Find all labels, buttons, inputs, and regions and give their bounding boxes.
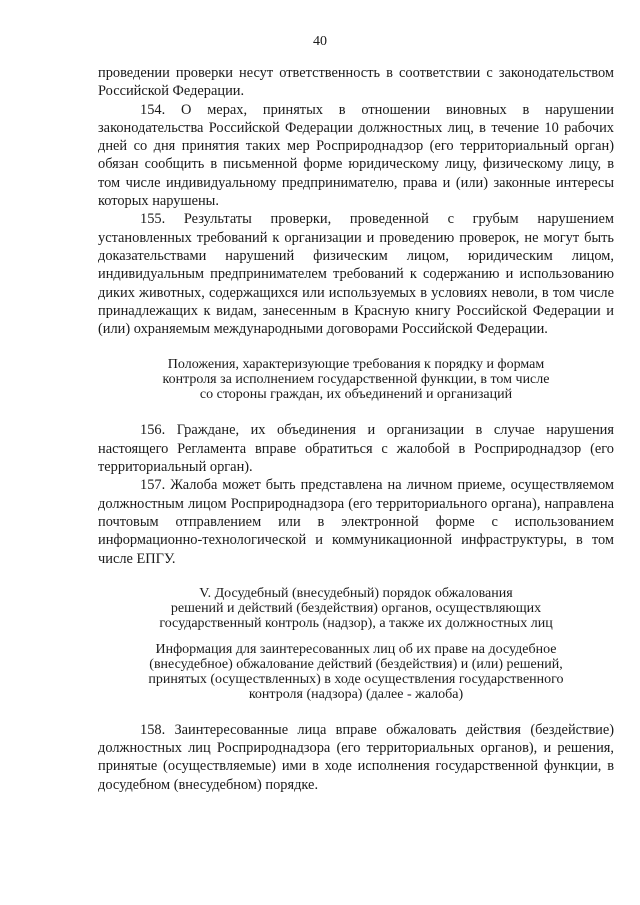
heading-line: контроля за исполнением государственной функции, в том числе — [162, 372, 550, 388]
paragraph-intro: проведении проверки несут ответственность в соответствии с законодательством Российской Федерации. — [98, 65, 614, 100]
document-body — [98, 64, 614, 794]
heading-section-5 — [98, 586, 614, 631]
paragraph-157: 157. Жалоба может быть представлена на личном приеме, осуществляемом должностным лицом Росприроднадзора (его территориального органа), направлена почтовым отправлением или в электронной форме с использованием информационно-технологической и коммуникационной инфраструктуры, в том числе ЕПГУ. — [98, 477, 614, 567]
heading-line: контроля (надзора) (далее - жалоба) — [248, 686, 464, 702]
paragraph-154: 154. О мерах, принятых в отношении виновных в нарушении законодательства Российской Федерации должностных лиц, в течение 10 рабочих дней со дня принятия таких мер Росприроднадзор (его территориальный орган) обязан сообщить в письменной форме юридическому лицу, физическому лицу, в том числе индивидуальному предпринимателю, права и (или) законные интересы которых нарушены. — [98, 101, 614, 210]
heading-control-requirements — [98, 357, 614, 402]
paragraph-155: 155. Результаты проверки, проведенной с грубым нарушением установленных требований к организации и проведению проверок, не могут быть доказательствами нарушений физическим лицом, юридическим лицом, индивидуальным предпринимателем требований к содержанию и использованию диких животных, содержащихся или используемых в условиях неволи, в том числе принадлежащих к видам, занесенным в Красную книгу Российской Федерации и (или) охраняемым международными договорами Российской Федерации. — [98, 211, 614, 338]
heading-line: со стороны граждан, их объединений и организаций — [199, 387, 513, 403]
heading-line: (внесудебное) обжалование действий (бездействия) и (или) решений, — [149, 656, 563, 672]
heading-line: государственный контроль (надзор), а также их должностных лиц — [159, 615, 553, 631]
page-number: 40 — [313, 34, 327, 49]
paragraph-156: 156. Граждане, их объединения и организации в случае нарушения настоящего Регламента вправе обратиться с жалобой в Росприроднадзор (его территориальный орган). — [98, 422, 614, 476]
heading-line: Информация для заинтересованных лиц об их праве на досудебное — [155, 641, 557, 657]
heading-line: решений и действий (бездействия) органов, осуществляющих — [170, 600, 542, 616]
heading-line: Положения, характеризующие требования к порядку и формам — [167, 357, 545, 373]
heading-complaint-info — [98, 642, 614, 702]
heading-line: принятых (осуществленных) в ходе осуществления государственного — [148, 671, 564, 687]
heading-line: V. Досудебный (внесудебный) порядок обжалования — [199, 585, 513, 601]
paragraph-158: 158. Заинтересованные лица вправе обжаловать действия (бездействие) должностных лиц Росприроднадзора (его территориальных органов), и решения, принятые (осуществляемые) ими в ходе исполнения государственной функции, в досудебном (внесудебном) порядке. — [98, 721, 614, 793]
